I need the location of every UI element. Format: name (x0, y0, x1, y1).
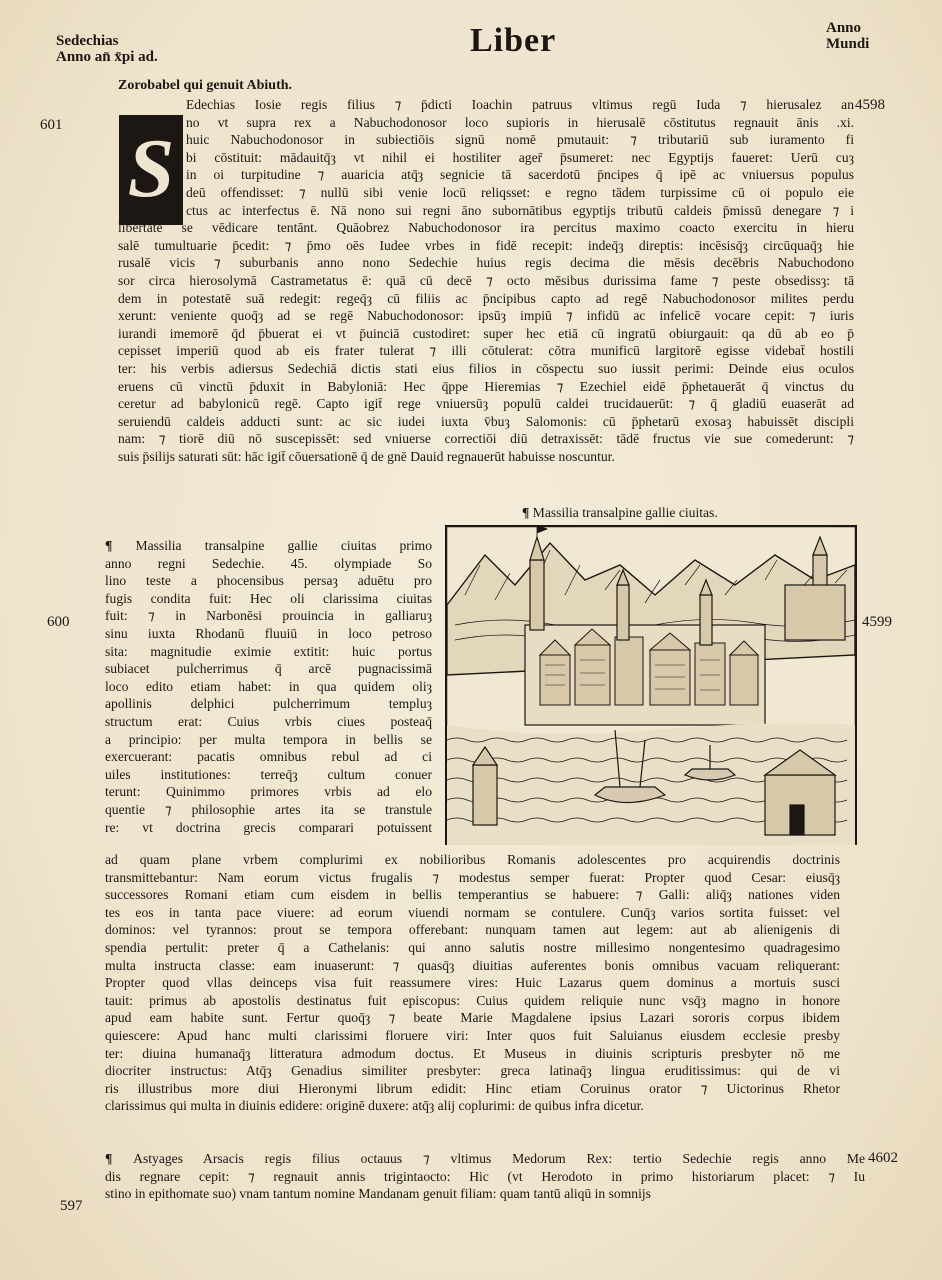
text-line: salē tumultuarie p̄cedit: ⁊ p̄mo oēs Iudee vrbes in fidē recepit: indeq̄ȝ direptis: incēsisq̄ȝ circūquaq̄ȝ hie (118, 237, 854, 253)
text-line: xerunt: veniente quoq̄ȝ ad se regē Nabuchodonosor: ipsūȝ impiū ⁊ infidū ac infelicē vocare cepit: ⁊ iuris (118, 308, 854, 324)
woodcut-caption-text: Massilia transalpine gallie ciuitas. (532, 505, 718, 520)
text-line: seruiendū caldeis adducti sunt: ac sic iudei iuxta v̄buȝ Salomonis: cū p̄phetarū exosaȝ habuissēt discipli (118, 413, 854, 429)
text-line: a principio: per multa tempora in bellis se (105, 731, 432, 747)
text-line: spendia pertulit: preter q̄ a Cathelanis: qui anno salutis nostre millesimo nongentesimo quadragesimo (105, 939, 840, 955)
text-line: fugis condita fuit: Hec oli clarissima ciuitas (105, 590, 432, 606)
running-head-left-line2: Anno an̄ x̄pi ad. (56, 49, 158, 65)
text-line: huic Nabuchodonosor in subiectiōis signū nomē pmutauit: ⁊ tributariū sub iuramento fi (186, 132, 854, 148)
text-line: quiescere: Apud hanc multi clarissimi floruere viri: Inter quos fuit Saluianus eiusdem ecclesie presby (105, 1027, 840, 1043)
text-line: Edechias Iosie regis filius ⁊ p̄dicti Ioachin patruus vltimus regū Iuda ⁊ hierusalez an (186, 97, 854, 112)
running-head-left-line1: Sedechias (56, 33, 119, 49)
text-line: eruens cū vinctū p̄duxit in Babyloniā: Hec q̄ppe Hieremias ⁊ Ezechiel eidē p̄phetauerāt q̄ vinctus du (118, 378, 854, 394)
text-line: deū offendisset: ⁊ nullū sibi venie locū reliqsset: e regno tādem turpissime cū oi populo eie (186, 184, 854, 200)
text-line: suis p̄silijs saturati sūt: hāc igit̄ cōuersationē q̄ de gnē Dauid regnauerūt habuisse noscuntur. (118, 448, 615, 464)
woodcut-caption (522, 505, 718, 521)
astyages-text (105, 1150, 865, 1203)
text-line: sinu iuxta Rhodanū fluuiū in loco petroso (105, 625, 432, 641)
text-line: ris illustribus more diui Hieronymi librum edidit: Hinc etiam Coruinus orator ⁊ Uictorinus Rhetor (105, 1080, 840, 1096)
massilia-column-text (105, 537, 432, 836)
running-head-right-line2: Mundi (826, 36, 870, 52)
text-line: rusalē vicis ⁊ suburbanis anno nono Sedechie huius regis decima die mēsis decēbris Nabuchodono (118, 255, 854, 271)
text-line: tauit: primus ab apostolis destinatus fuit episcopus: Cuius quidem reliquie nunc vsq̄ȝ magno in honore (105, 992, 840, 1008)
massilia-continued-text (105, 851, 840, 1115)
text-line: sor circa hierosolymā Castrametatus ē: quā cū decē ⁊ octo mēsibus durissima fame ⁊ peste obsedissȝ: tā (118, 272, 854, 288)
pilcrow-icon: ¶ (522, 505, 530, 520)
text-line: apud eam habite sunt. Fertur quoq̄ȝ ⁊ beate Marie Magdalene ipsius Lazari sororis corpus ibidem (105, 1010, 840, 1026)
margin-year-4599: 4599 (862, 614, 892, 630)
text-line: structum erat: Cuius vrbis ciues posteaq̄ (105, 713, 432, 729)
text-line: ¶ Massilia transalpine gallie ciuitas primo (105, 538, 432, 553)
decorated-initial-letter: S (127, 122, 175, 215)
text-line: stino in epithomate suo) vnam tantum nomine Mandanam genuit filiam: quam tantū aliqū in somnijs (105, 1186, 651, 1202)
margin-year-4602: 4602 (868, 1150, 898, 1166)
text-line: ter: his verbis adiersus Sedechiā dictis stati eius filios in cōspectu suo iussit perimi: Deinde eius oculos (118, 360, 854, 376)
margin-year-601: 601 (40, 117, 63, 133)
text-line: subiacet pulcherrimus q̄ arcē pugnacissimā (105, 661, 432, 677)
text-line: ¶ Astyages Arsacis regis filius octauus ⁊ vltimus Medorum Rex: tertio Sedechie regis anno Me (105, 1151, 865, 1166)
sedechias-text (118, 96, 854, 465)
text-line: successores Romani etiam cum eisdem in bellis temperantius se habuere: ⁊ Galli: aliq̄ȝ nationes viden (105, 887, 840, 903)
text-line: cepisset imperiū quod ab eis frater tulerat ⁊ illi cōtulerat: cōtra munificū largitorē egisse videbat̄ hostili (118, 343, 854, 359)
running-head-right (826, 20, 869, 52)
text-line: iurandi imemorē q̄d p̄buerat ei vt p̄uinciā custodiret: super hec etiā cū ingratū obiurgauit: qa dū ab eo p̄ (118, 325, 854, 341)
text-line: dem in potestatē suā redegit: regeq̄ȝ cū filiis ac p̄ncipibus capto ad regē Nabuchodonosor milites perdu (118, 290, 854, 306)
text-line: ceretur ad babylonicū regē. Capto igit̄ rege vniuersūȝ populū caldei trucidauerūt: ⁊ q̄ gladiū euaserāt ad (118, 396, 854, 412)
text-line: nam: ⁊ tiorē diū nō suscepissēt: sed vniuerse correctiōi diū detraxissēt: tādē fructus vie sue comederunt: ⁊ (118, 431, 854, 447)
margin-year-600: 600 (47, 614, 70, 630)
text-line: bi cōstituit: mādauitq̄ȝ vt nihil ei hostiliter ager̄ p̄sumeret: nec Egyptijs faueret: Uerū cuȝ (186, 149, 854, 165)
text-line: fuit: ⁊ in Narbonēsi prouincia in galliaruȝ (105, 608, 432, 624)
text-line: no vt supra rex a Nabuchodonosor loco supioris in hierusalē cōstitutus regnauit ānis .xi. (186, 114, 854, 130)
text-line: lino teste a phocensibus persaȝ aduētu pro (105, 573, 432, 589)
text-line: multa instructa classe: eam inuaserunt: ⁊ quasq̄ȝ diuitias auferentes bonis omnibus vacuam reliquerant: (105, 957, 840, 973)
text-line: ad quam plane vrbem complurimi ex nobilioribus Romanis adolescentes pro acquirendis doctrinis (105, 852, 840, 867)
text-line: dominos: vel tyrannos: prout se tempora offerebant: nunquam tamen aut legem: aut ab alienigenis di (105, 922, 840, 938)
text-line: loco edito etiam habet: in qua quidem oliȝ (105, 678, 432, 694)
text-line: transmittebantur: Nam eorum victus frugalis ⁊ modestus semper fuerat: Propter quod Cesar: eiusq̄ȝ (105, 869, 840, 885)
text-line: libertatē se vēdicare tentānt. Quāobrez Nabuchodonosor ira percitus maximo coacto exercitu in hieru (118, 220, 854, 236)
running-head-right-line1: Anno (826, 20, 862, 36)
genealogy-line: Zorobabel qui genuit Abiuth. (118, 78, 293, 93)
text-line: ter: diuina humanaq̄ȝ litteratura admodum doctus. Et Museus in diuinis scripturis presbyter nō me (105, 1045, 840, 1061)
pilcrow-icon: ¶ (105, 538, 136, 553)
text-line: Propter quod vllas deinceps visa fuit reassumere vires: Huic Lazarus quem dominus a mortuis susci (105, 975, 840, 991)
text-line: uiles institutiones: terreq̄ȝ cultum conuer (105, 766, 432, 782)
page-title: Liber (470, 22, 557, 59)
margin-year-597: 597 (60, 1198, 83, 1214)
text-line: anno regni Sedechie. 45. olympiade So (105, 555, 432, 571)
text-line: terunt: Quinimmo primores vrbis ad elo (105, 784, 432, 800)
running-head-left (56, 33, 158, 65)
text-line: tes eos in tanta pace viuere: ad eorum viuendi normam se contulere. Cunq̄ȝ varios sortita fuisset: vel (105, 904, 840, 920)
text-line: clarissimus qui multa in diuinis edidere: originē duxere: atq̄ȝ alij coplurimi: de quibus infra dicetur. (105, 1098, 644, 1114)
text-line: in oi turpitudine ⁊ auaricia atq̄ȝ segnicie tā sacerdotū p̄ncipes q̄ ipē ac vniuersus populus (186, 167, 854, 183)
text-line: apollinis delphici pulcherrimum templuȝ (105, 696, 432, 712)
massilia-woodcut (445, 525, 857, 845)
text-line: quentie ⁊ philosophie artes ita se transtule (105, 801, 432, 817)
text-line: dis regnare cepit: ⁊ regnauit annis trigintaocto: Hic (vt Herodoto in primo historiarum placet: ⁊ Iu (105, 1168, 865, 1184)
text-line: sita: magnitudie eximie extitit: huic portus (105, 643, 432, 659)
text-line: re: vt doctrina grecis comparari potuissent (105, 819, 432, 835)
text-line: exercuerant: pacatis omnibus rebul ad ci (105, 749, 432, 765)
text-line: diocriter instructus: Atq̄ȝ Genadius similiter presbyter: greca latinaq̄ȝ lingua eruditissimus: qui de vi (105, 1063, 840, 1079)
text-line: ctus ac interfectus ē. Nā nono sui regni āno subornātibus egyptijs tributū caldeis p̄missū denegare ⁊ i (186, 202, 854, 218)
margin-year-4598: 4598 (855, 97, 885, 113)
pilcrow-icon: ¶ (105, 1151, 134, 1166)
